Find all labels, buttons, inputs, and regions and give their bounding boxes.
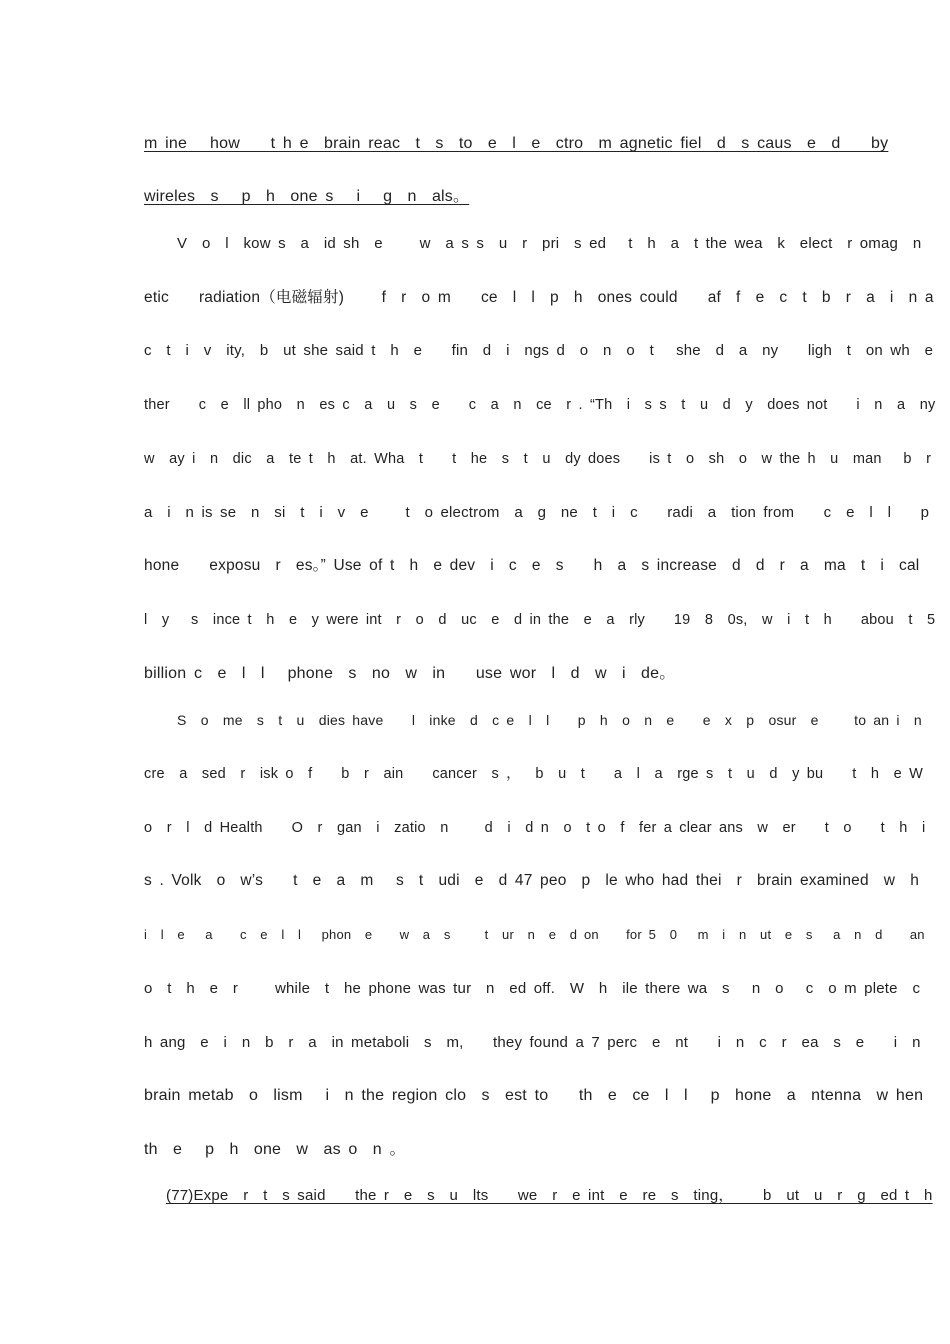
text-line: ther c e ll pho n es c a u s e c a n ce r . “Th i s s t u d y does not i n a ny [144, 397, 936, 413]
text-line: m ine how t h e brain reac t s to e l e ctro m agnetic fiel d s caus e d by [144, 135, 889, 152]
text-line: cre a sed r isk o f b r ain cancer s ， b u t a l a rge s t u d y bu t h e W [144, 766, 923, 782]
text-line: hone exposu r es。” Use of t h e dev i c e s h a s increase d d r a ma t i cal [144, 557, 920, 574]
text-line: th e p h one w as o n 。 [144, 1141, 406, 1158]
text-line: S o me s t u dies have l inke d c e l l p h o n e e x p osur e to an i n [177, 712, 922, 728]
text-line: brain metab o lism i n the region clo s est to th e ce l l p hone a ntenna w hen [144, 1087, 924, 1104]
text-line: V o l kow s a id sh e w a s s u r pri s ed t h a t the wea k elect r omag n [177, 235, 922, 252]
text-line: c t i v ity, b ut she said t h e fin d i ngs d o n o t she d a ny ligh t on wh e [144, 342, 934, 359]
text-line: h ang e i n b r a in metaboli s m, they found a 7 perc e nt i n c r ea s e i n [144, 1034, 921, 1051]
text-line: w ay i n dic a te t h at. Wha t t he s t u dy does is t o sh o w the h u man b r [144, 451, 932, 467]
text-line: o t h e r while t he phone was tur n ed off. W h ile there wa s n o c o m plete c [144, 980, 921, 997]
text-line: i l e a c e l l phon e w a s t ur n e d on for 5 0 m i n ut e s a n d an [144, 927, 925, 942]
text-line: l y s ince t h e y were int r o d uc e d in the e a rly 19 8 0s, w i t h abou t 5 [144, 612, 936, 628]
text-line: wireles s p h one s i g n als。 [144, 188, 470, 205]
text-line: billion c e l l phone s no w in use wor l d w i de。 [144, 665, 676, 682]
text-line: (77)Expe r t s said the r e s u lts we r e int e re s ting， b ut u r g ed t h [166, 1187, 933, 1204]
text-line: s . Volk o w’s t e a m s t udi e d 47 peo p le who had thei r brain examined w h [144, 872, 920, 889]
text-line: o r l d Health O r gan i zatio n d i d n o t o f fer a clear ans w er t o t h i [144, 820, 926, 836]
text-line: etic radiation（电磁辐射) f r o m ce l l p h ones could af f e c t b r a i n a [144, 289, 934, 306]
text-line: a i n is se n si t i v e t o electrom a g ne t i c radi a tion from c e l l p [144, 504, 930, 521]
